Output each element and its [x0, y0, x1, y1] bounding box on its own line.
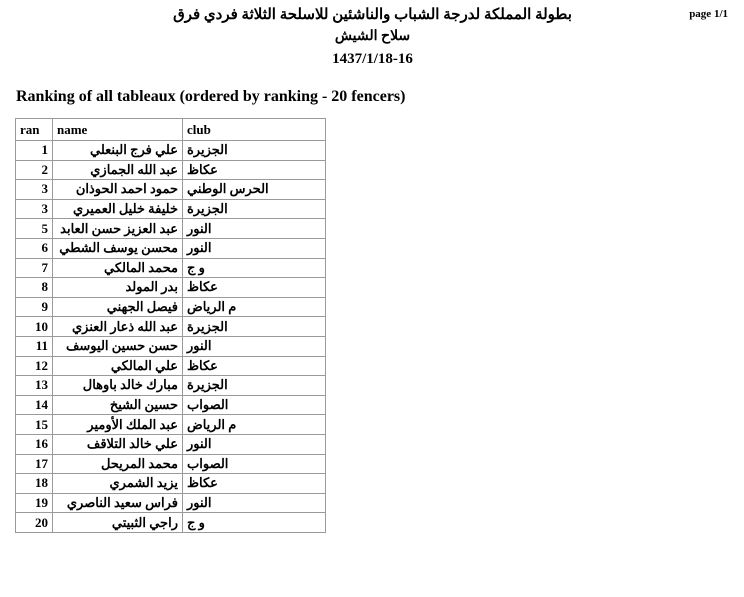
club-label: الصواب [187, 397, 229, 413]
rank-cell: 16 [16, 434, 53, 454]
name-cell: عبد الله ذعار العنزي [53, 317, 183, 337]
table-row [16, 199, 326, 219]
table-row [16, 180, 326, 200]
table-row [16, 415, 326, 435]
club-label: عكاظ [187, 279, 218, 295]
club-label: و ج [187, 514, 205, 530]
table-row [16, 474, 326, 494]
name-cell: حسن حسين اليوسف [53, 336, 183, 356]
club-label: الجزيرة [187, 142, 228, 158]
table-row [16, 336, 326, 356]
name-cell: علي خالد التلاقف [53, 434, 183, 454]
club-label: النور [187, 494, 212, 510]
club-label: الجزيرة [187, 377, 228, 393]
club-cell [183, 493, 326, 513]
club-cell [183, 434, 326, 454]
ranking-heading: Ranking of all tableaux (ordered by ranking - 20 fencers) [16, 88, 406, 105]
club-cell [183, 238, 326, 258]
table-row [16, 493, 326, 513]
name-cell: محمد المريحل [53, 454, 183, 474]
rank-cell: 18 [16, 474, 53, 494]
name-cell: بدر المولد [53, 278, 183, 298]
club-cell [183, 141, 326, 161]
rank-cell: 6 [16, 238, 53, 258]
table-row [16, 434, 326, 454]
table-row [16, 258, 326, 278]
rank-cell: 3 [16, 180, 53, 200]
table-row [16, 454, 326, 474]
weapon-subtitle: سلاح الشيش [334, 29, 411, 44]
table-row [16, 376, 326, 396]
document-header [150, 4, 595, 70]
rank-cell: 17 [16, 454, 53, 474]
club-cell [183, 336, 326, 356]
rank-cell: 9 [16, 297, 53, 317]
rank-cell: 14 [16, 395, 53, 415]
table-row [16, 395, 326, 415]
rank-cell: 5 [16, 219, 53, 239]
name-cell: راجي الثبيتي [53, 513, 183, 533]
page-indicator: page 1/1 [689, 8, 728, 20]
rank-cell: 7 [16, 258, 53, 278]
club-label: الحرس الوطني [187, 181, 269, 197]
name-cell: علي المالكي [53, 356, 183, 376]
club-cell [183, 356, 326, 376]
club-label: النور [187, 220, 212, 236]
rank-cell: 3 [16, 199, 53, 219]
column-header-rank: ran [16, 119, 53, 141]
club-label: عكاظ [187, 161, 218, 177]
club-label: الصواب [187, 455, 229, 471]
rank-cell: 12 [16, 356, 53, 376]
name-cell: علي فرج البنعلي [53, 141, 183, 161]
table-row [16, 356, 326, 376]
table-header-row [16, 119, 326, 141]
rank-cell: 8 [16, 278, 53, 298]
rank-cell: 13 [16, 376, 53, 396]
club-label: عكاظ [187, 475, 218, 491]
club-cell [183, 258, 326, 278]
rank-cell: 2 [16, 160, 53, 180]
rank-cell: 19 [16, 493, 53, 513]
club-label: و ج [187, 259, 205, 275]
table-row [16, 317, 326, 337]
club-cell [183, 415, 326, 435]
championship-title: بطولة المملكة لدرجة الشباب والناشئين للاسلحة الثلاثة فردي فرق [173, 7, 572, 23]
table-row [16, 141, 326, 161]
club-cell [183, 199, 326, 219]
name-cell: حمود احمد الحوذان [53, 180, 183, 200]
rank-cell: 1 [16, 141, 53, 161]
club-label: م الرياض [187, 299, 237, 315]
ranking-table [15, 118, 326, 533]
name-cell: فراس سعيد الناصري [53, 493, 183, 513]
rank-cell: 20 [16, 513, 53, 533]
club-cell [183, 376, 326, 396]
club-cell [183, 513, 326, 533]
club-cell [183, 317, 326, 337]
name-cell: فيصل الجهني [53, 297, 183, 317]
club-label: النور [187, 436, 212, 452]
name-cell: عبد الملك الأومير [53, 415, 183, 435]
event-date: 1437/1/18-16 [332, 51, 413, 67]
club-cell [183, 454, 326, 474]
rank-cell: 11 [16, 336, 53, 356]
column-header-club: club [183, 119, 326, 141]
club-label: الجزيرة [187, 201, 228, 217]
rank-cell: 10 [16, 317, 53, 337]
table-row [16, 238, 326, 258]
club-cell [183, 297, 326, 317]
table-row [16, 160, 326, 180]
name-cell: خليفة خليل العميري [53, 199, 183, 219]
table-row [16, 297, 326, 317]
table-row [16, 219, 326, 239]
club-cell [183, 219, 326, 239]
name-cell: يزيد الشمري [53, 474, 183, 494]
club-cell [183, 395, 326, 415]
club-cell [183, 474, 326, 494]
club-label: عكاظ [187, 357, 218, 373]
club-cell [183, 278, 326, 298]
club-label: الجزيرة [187, 318, 228, 334]
name-cell: عبد العزيز حسن العابد [53, 219, 183, 239]
rank-cell: 15 [16, 415, 53, 435]
club-label: النور [187, 240, 212, 256]
name-cell: مبارك خالد باوهال [53, 376, 183, 396]
column-header-name: name [53, 119, 183, 141]
name-cell: حسين الشيخ [53, 395, 183, 415]
club-cell [183, 180, 326, 200]
table-row [16, 513, 326, 533]
table-row [16, 278, 326, 298]
club-label: النور [187, 338, 212, 354]
club-label: م الرياض [187, 416, 237, 432]
name-cell: محمد المالكي [53, 258, 183, 278]
name-cell: محسن يوسف الشطي [53, 238, 183, 258]
name-cell: عبد الله الجمازي [53, 160, 183, 180]
club-cell [183, 160, 326, 180]
